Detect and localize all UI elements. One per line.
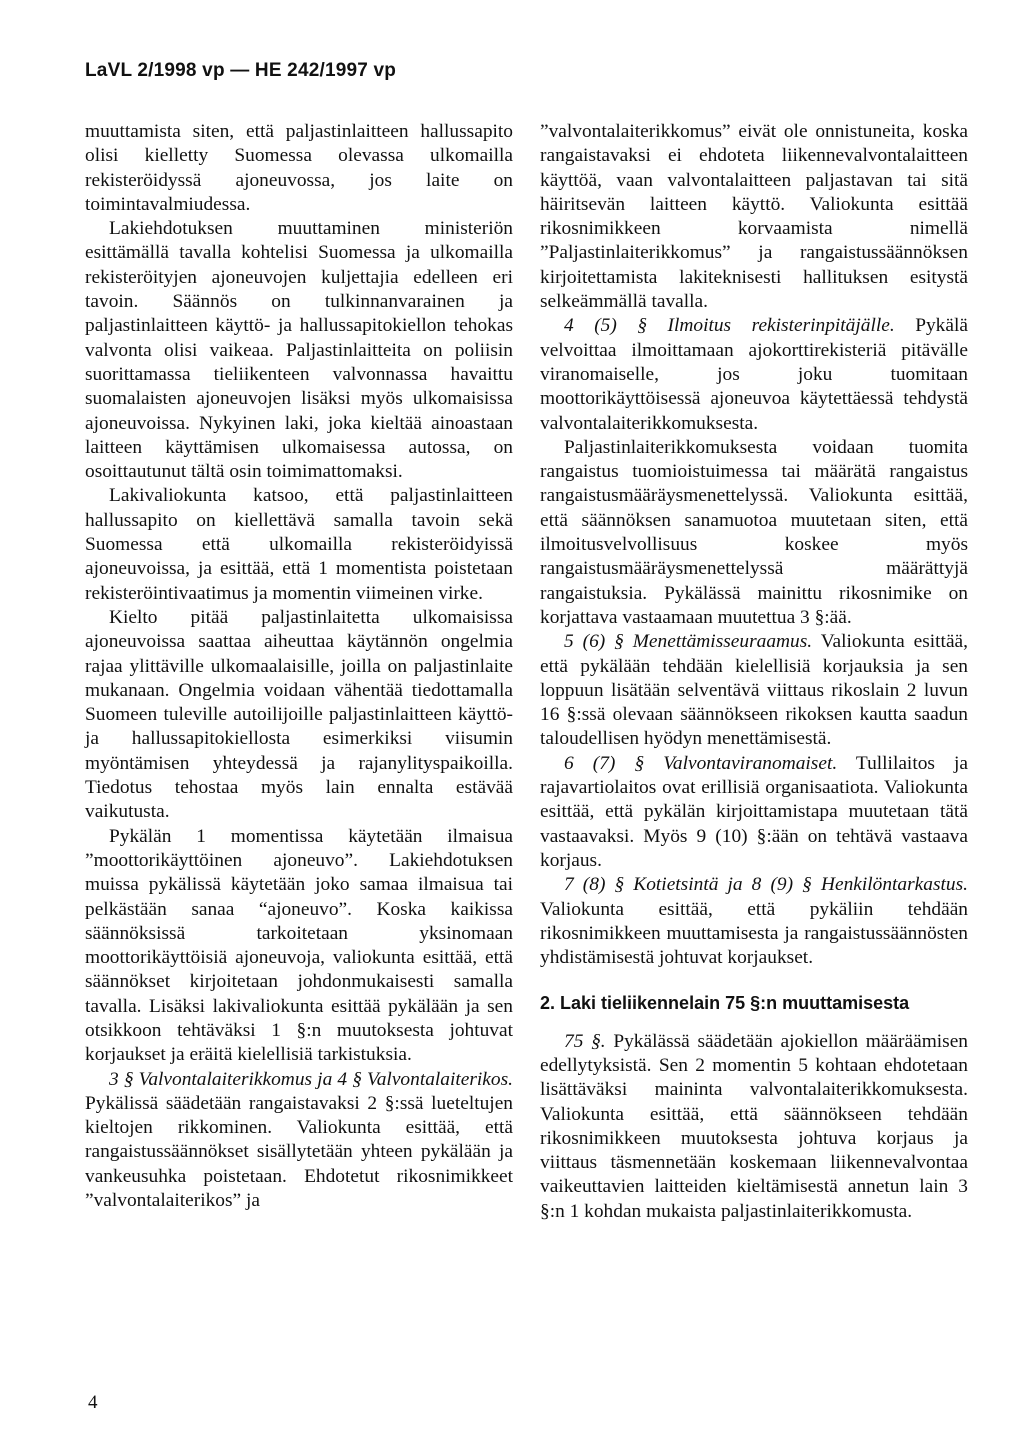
section-title: 6 (7) § Valvontaviranomaiset. [564,752,838,774]
section-text: Pykälissä säädetään rangaistavaksi 2 §:ssä lueteltujen kieltojen rikkominen. Valiokunta esittää, että rangaistussäännökset sisällytetään yhteen pykälään ja vankeusuhka poistetaan. Ehdotetut rikosnimikkeet ”valvontalaiterikos” ja [85,1092,513,1212]
section-text: Tullilaitos ja rajavartiolaitos ovat erillisiä organisaatiota. Valiokunta esittää, että pykälän kirjoittamistapa muutetaan tätä vastaavaksi. Myös 9 (10) §:ään on tehtävä vastaava korjaus. [540,752,969,871]
section-text: Pykälä velvoittaa ilmoittamaan ajokorttirekisteriä pitävälle viranomaiselle, jos joku tuomitaan moottorikäyttöisessä ajoneuvoa käytettäessä tehdystä valvontalaiterikkomuksesta. [540,315,968,434]
law-heading: 2. Laki tieliikennelain 75 §:n muuttamisesta [540,993,910,1014]
section-title: 4 (5) § Ilmoitus rekisterinpitäjälle. [564,315,895,337]
section-paragraph [540,873,968,970]
section-title: 5 (6) § Menettämisseuraamus. [564,631,813,653]
paragraph: Kielto pitää paljastinlaitetta ulkomaisissa ajoneuvoissa saattaa aiheuttaa käytännön ongelmia rajaa ylittäville ulkomaalaisille, joilla on paljastinlaite mukanaan. Ongelmia voidaan vähentää tiedottamalla Suomeen tuleville autoilijoille paljastinlaitteen käyttö- ja hallussapitokiellosta esimerkiksi viisumin myöntämisen yhteydessä ja rajanylityspaikoilla. Tiedotus tehostaa myös lain ennalta estävää vaikutusta. [85,606,513,823]
section-title: 3 § Valvontalaiterikkomus ja 4 § Valvontalaiterikos. [109,1068,513,1090]
paragraph: Lakiehdotuksen muuttaminen ministeriön esittämällä tavalla kohtelisi Suomessa ja ulkomailla rekisteröityjen ajoneuvojen kuljettajia edelleen eri tavoin. Säännös on tulkinnanvarainen ja paljastinlaitteen käyttö- ja hallussapitokiellon tehokas valvonta olisi vaikeaa. Paljastinlaitteita on poliisin suorittamassa tieliikenteen valvonnassa havaittu suomalaisten ajoneuvojen lisäksi myös ulkomaisissa ajoneuvoissa. Nykyinen laki, joka kieltää ainoastaan laitteen käyttämisen ulkomaisessa autossa, on osoittautunut tältä osin toimimattomaksi. [85,218,513,483]
section-paragraph [540,752,968,873]
page-number: 4 [88,1392,98,1413]
section-title: 7 (8) § Kotietsintä ja 8 (9) § Henkilöntarkastus. [564,874,968,896]
section-title: 75 §. [564,1030,606,1052]
paragraph: Paljastinlaiterikkomuksesta voidaan tuomita rangaistus tuomioistuimessa tai määrätä rangaistus rangaistusmääräysmenettelyssä. Valiokunta esittää, että säännöksen sanamuotoa muutetaan siten, että ilmoitusvelvollisuus koskee myös rangaistusmääräysmenettelyssä määrättyjä rangaistuksia. Pykälässä mainittu rikosnimike on korjattava vastaamaan muutettua 3 §:ää. [540,436,968,628]
paragraph: muuttamista siten, että paljastinlaitteen hallussapito olisi kielletty Suomessa olevassa ulkomailla rekisteröidyssä ajoneuvossa, jos laite on toimintavalmiudessa. [85,121,513,215]
section-text: Valiokunta esittää, että pykälään tehdään kielellisiä korjauksia ja sen loppuun lisätään selventävä viittaus rikoslain 2 luvun 16 §:ssä olevaan säännökseen rikoksen kautta saadun taloudellisen hyödyn menettämisestä. [540,631,969,750]
section-text: Pykälässä säädetään ajokiellon määräämisen edellytyksistä. Sen 2 momentin 5 kohtaan ehdotetaan lisättäväksi maininta valvontalaiterikkomuksesta. Valiokunta esittää, että säännökseen tehdään rikosnimikkeen muutoksesta johtuva korjaus ja viittaus täsmennetään koskemaan liikennevalvontaa vaikeuttavien laitteiden kieltämisestä annetun lain 3 §:n 1 kohdan mukaista paljastinlaiterikkomusta. [540,1030,969,1222]
section-paragraph [540,630,968,751]
section-paragraph [540,314,968,435]
paragraph: ”valvontalaiterikkomus” eivät ole onnistuneita, koska rangaistavaksi ei ehdoteta liikennevalvontalaitteen käyttöä, vaan valvontalaitteen paljastavan tai sitä häiritsevän laitteen käyttö. Valiokunta esittää rikosnimikkeen korvaamista nimellä ”Paljastinlaiterikkomus” ja rangaistussäännöksen kirjoitettamista lakiteknisesti hallituksen esitystä selkeämmällä tavalla. [540,121,968,313]
left-column [85,120,513,1213]
paragraph: Pykälän 1 momentissa käytetään ilmaisua ”moottorikäyttöinen ajoneuvo”. Lakiehdotuksen muissa pykälissä käytetään joko samaa ilmaisua tai pelkästään sanaa “ajoneuvo”. Koska kaikissa säännöksissä tarkoitetaan yksinomaan moottorikäyttöisiä ajoneuvoja, valiokunta esittää, että säännökset kirjoitetaan johdonmukaisesti samalla tavalla. Lisäksi lakivaliokunta esittää pykälään ja sen otsikkoon tehtäväksi 1 §:n muutoksesta johtuvat korjaukset ja eräitä kielellisiä tarkistuksia. [85,825,513,1066]
paragraph: Lakivaliokunta katsoo, että paljastinlaitteen hallussapito on kiellettävä samalla tavoin sekä Suomessa että ulkomailla rekisteröidyissä ajoneuvoissa, ja esittää, että 1 momentista poistetaan rekisteröintivaatimus ja momentin viimeinen virke. [85,485,513,604]
right-column [540,120,968,1224]
section-text: Valiokunta esittää, että pykäliin tehdään rikosnimikkeen muuttamisesta ja rangaistussäännösten yhdistämisestä johtuvat korjaukset. [540,898,968,969]
running-header: LaVL 2/1998 vp — HE 242/1997 vp [85,60,397,81]
section-paragraph [540,1030,968,1224]
section-paragraph [85,1068,513,1214]
